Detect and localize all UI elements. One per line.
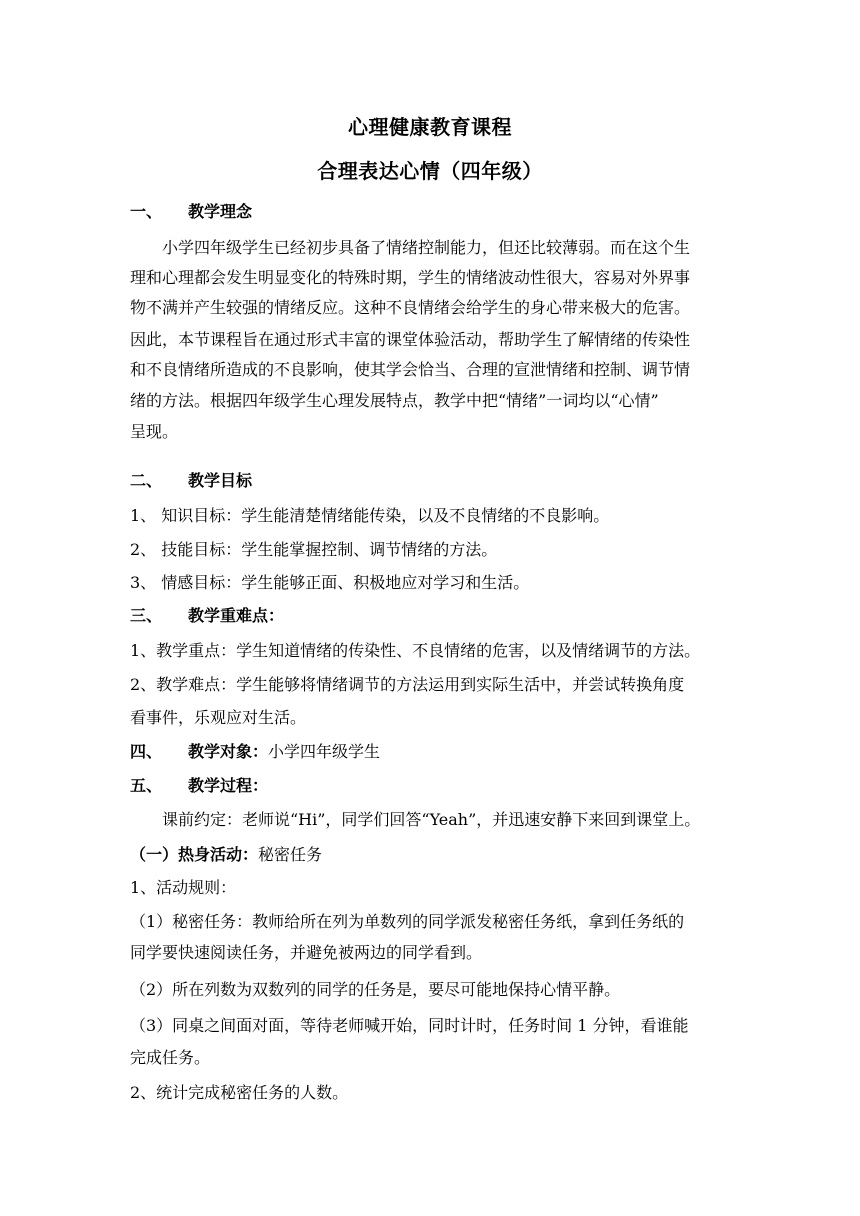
section-label: 教学理念	[188, 202, 253, 221]
section-label: 教学过程：	[188, 776, 269, 795]
section-number: 五、	[130, 776, 163, 795]
pre-class-agreement: 课前约定：老师说“Hi”，同学们回答“Yeah”，并迅速安静下来回到课堂上。	[162, 810, 701, 829]
rule-line: （2）所在列数为双数列的同学的任务是，要尽可能地保持心情平静。	[130, 980, 621, 999]
paragraph-line: 呈现。	[130, 422, 179, 441]
section-number: 三、	[130, 606, 163, 625]
key-point-item: 2、教学难点：学生能够将情绪调节的方法运用到实际生活中，并尝试转换角度	[130, 675, 685, 694]
paragraph-line: 因此，本节课程旨在通过形式丰富的课堂体验活动，帮助学生了解情绪的传染性	[130, 330, 691, 349]
warmup-heading	[130, 840, 730, 870]
goal-item: 2、 技能目标：学生能掌握控制、调节情绪的方法。	[130, 540, 498, 559]
section-number: 一、	[130, 202, 163, 221]
section-label: 教学对象：	[188, 742, 269, 761]
document-title: 心理健康教育课程	[348, 115, 512, 139]
section-heading-4	[130, 737, 730, 767]
section-heading-2	[130, 466, 730, 496]
section-label: 教学目标	[188, 471, 253, 490]
rule-line: （3）同桌之间面对面，等待老师喊开始，同时计时，任务时间 1 分钟，看谁能	[130, 1016, 689, 1035]
rule-line: （1）秘密任务：教师给所在列为单数列的同学派发秘密任务纸，拿到任务纸的	[130, 912, 685, 931]
section-number: 二、	[130, 471, 163, 490]
goal-item: 1、 知识目标：学生能清楚情绪能传染，以及不良情绪的不良影响。	[130, 506, 610, 525]
count-line: 2、统计完成秘密任务的人数。	[130, 1083, 349, 1102]
paragraph-line: 理和心理都会发生明显变化的特殊时期，学生的情绪波动性很大，容易对外界事	[130, 268, 691, 287]
section-heading-1	[130, 197, 730, 227]
section-value: 小学四年级学生	[268, 742, 381, 761]
section-heading-5	[130, 771, 730, 801]
document-subtitle: 合理表达心情（四年级）	[317, 159, 543, 183]
paragraph-line: 物不满并产生较强的情绪反应。这种不良情绪会给学生的身心带来极大的危害。	[130, 298, 691, 317]
warmup-label: （一）热身活动：	[130, 845, 259, 864]
section-label: 教学重难点：	[188, 606, 285, 625]
warmup-value: 秘密任务	[258, 845, 323, 864]
key-point-item: 1、教学重点：学生知道情绪的传染性、不良情绪的危害，以及情绪调节的方法。	[130, 641, 701, 660]
paragraph-line: 和不良情绪所造成的不良影响，使其学会恰当、合理的宣泄情绪和控制、调节情	[130, 360, 691, 379]
paragraph-line: 绪的方法。根据四年级学生心理发展特点，教学中把“情绪”一词均以“心情”	[130, 391, 659, 410]
section-heading-3	[130, 601, 730, 631]
goal-item: 3、 情感目标：学生能够正面、积极地应对学习和生活。	[130, 573, 530, 592]
rule-line: 完成任务。	[130, 1048, 211, 1067]
rule-line: 同学要快速阅读任务，并避免被两边的同学看到。	[130, 943, 483, 962]
section-number: 四、	[130, 742, 163, 761]
paragraph-line: 小学四年级学生已经初步具备了情绪控制能力，但还比较薄弱。而在这个生	[162, 238, 691, 257]
rules-title: 1、活动规则：	[130, 878, 237, 897]
key-point-item: 看事件，乐观应对生活。	[130, 708, 307, 727]
